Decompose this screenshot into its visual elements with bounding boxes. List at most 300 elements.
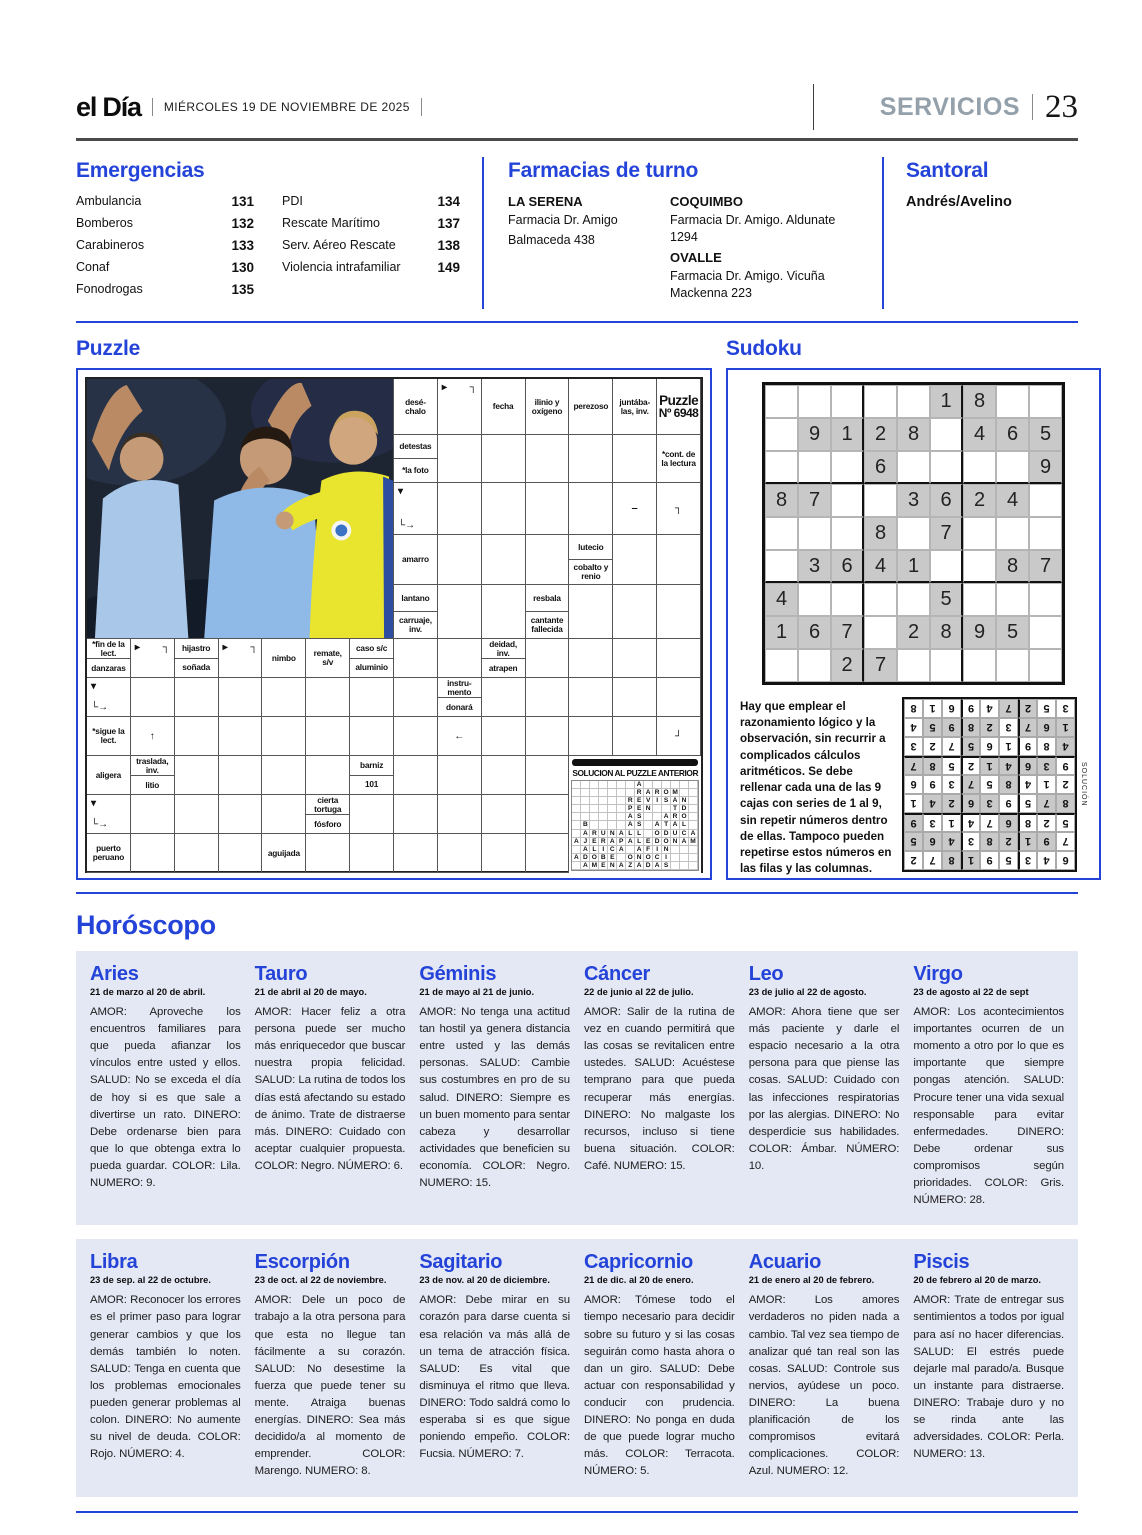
solution-letter-cell <box>680 789 689 797</box>
crossword-cell[interactable] <box>613 639 657 678</box>
sudoku-cell[interactable] <box>897 649 930 682</box>
horoscope-sign-text: AMOR: Tómese todo el tiempo necesario para decidir sobre su futuro y si las cosas seguirán como hasta ahora o dan un giro. SALUD: Debe actuar con responsabilidad y conducir con prudencia. DINERO: No ponga en duda de que puede lograr mucho más. COLOR: Terracota. NÚMERO: 5. <box>584 1294 735 1478</box>
crossword-cell[interactable] <box>438 795 482 834</box>
sudoku-cell: 4 <box>765 583 798 616</box>
sudoku-cell[interactable] <box>897 385 930 418</box>
sudoku-cell[interactable] <box>897 583 930 616</box>
crossword-cell[interactable] <box>569 678 613 717</box>
solution-letter-cell: T <box>671 805 680 813</box>
crossword-arrow-cell <box>131 639 175 678</box>
crossword-clue-text: instru-mento <box>438 678 481 698</box>
sudoku-cell[interactable] <box>930 550 963 583</box>
crossword-cell[interactable] <box>526 483 570 535</box>
crossword-cell[interactable] <box>394 639 438 678</box>
solution-letter-cell <box>671 862 680 870</box>
emergency-row <box>76 216 254 231</box>
solution-letter-cell <box>626 846 635 854</box>
sudoku-cell[interactable] <box>963 517 996 550</box>
solution-letter-cell <box>671 846 680 854</box>
emergency-row <box>282 216 460 231</box>
crossword-cell[interactable] <box>526 795 570 834</box>
sudoku-cell[interactable] <box>963 583 996 616</box>
crossword-cell[interactable] <box>306 717 350 756</box>
crossword-cell[interactable] <box>306 756 350 795</box>
arrow-icon: ┐ <box>250 642 258 653</box>
emergency-label: Violencia intrafamiliar <box>282 260 401 274</box>
sudoku-solution-cell: 1 <box>1056 718 1075 737</box>
top-info-row <box>76 157 1078 309</box>
arrow-icon: ┘ <box>675 730 683 742</box>
horoscope-card-capricornio <box>584 1251 735 1480</box>
crossword-cell[interactable] <box>482 795 526 834</box>
sudoku-cell[interactable] <box>963 451 996 484</box>
solution-letter-cell: A <box>581 846 590 854</box>
crossword-cell[interactable] <box>613 435 657 483</box>
crossword-cell[interactable] <box>131 678 175 717</box>
horoscope-sign-name: Leo <box>748 963 784 985</box>
crossword-cell[interactable] <box>262 717 306 756</box>
solution-letter-cell <box>590 805 599 813</box>
crossword-arrow-cell <box>87 795 131 834</box>
solution-letter-cell: L <box>626 830 635 838</box>
sudoku-solution-cell: 7 <box>904 756 923 775</box>
horoscope-card-leo <box>749 963 900 1209</box>
crossword-cell[interactable] <box>657 535 701 585</box>
crossword-cell[interactable] <box>175 717 219 756</box>
solution-letter-cell <box>689 862 698 870</box>
sudoku-cell[interactable] <box>831 451 864 484</box>
sudoku-solution-cell: 1 <box>923 699 942 718</box>
solution-letter-cell: E <box>599 862 608 870</box>
crossword-cell[interactable] <box>262 678 306 717</box>
solution-letter-cell: M <box>671 789 680 797</box>
sudoku-solution-cell: 5 <box>1018 794 1037 813</box>
solution-letter-cell <box>590 821 599 829</box>
crossword-clue-text: danzaras <box>91 662 126 673</box>
solution-letter-cell: D <box>680 805 689 813</box>
solution-letter-cell <box>572 862 581 870</box>
crossword-cell[interactable] <box>175 834 219 873</box>
crossword-cell[interactable] <box>569 435 613 483</box>
crossword-cell[interactable] <box>438 834 482 873</box>
horoscope-sign-dates: 21 de dic. al 20 de enero. <box>584 1275 694 1286</box>
emergency-row <box>76 194 254 209</box>
solution-letter-cell: A <box>671 821 680 829</box>
solution-letter-cell <box>590 781 599 789</box>
horoscope-card-aries <box>90 963 241 1209</box>
sudoku-solution-cell: 7 <box>942 737 961 756</box>
horoscope-sign-dates: 21 de enero al 20 de febrero. <box>748 1275 875 1286</box>
sudoku-solution-cell: 5 <box>980 775 999 794</box>
crossword-clue-text: caso s/c <box>350 639 393 659</box>
crossword-clue-cell <box>131 756 175 795</box>
sudoku-cell: 2 <box>831 649 864 682</box>
sudoku-cell[interactable] <box>765 517 798 550</box>
crossword-cell[interactable] <box>394 756 438 795</box>
solution-letter-cell: A <box>635 846 644 854</box>
sudoku-solution-cell: 9 <box>999 794 1018 813</box>
crossword-cell[interactable] <box>613 535 657 585</box>
solution-letter-cell <box>581 813 590 821</box>
crossword-cell[interactable] <box>350 795 394 834</box>
solution-letter-cell <box>599 789 608 797</box>
crossword-cell[interactable] <box>482 535 526 585</box>
sudoku-cell[interactable] <box>864 616 897 649</box>
horoscope-sign-text: AMOR: Reconocer los errores es el primer paso para lograr generar cambios y que los demás también lo noten. SALUD: Tenga en cuenta que los problemas emocionales pueden generar problemas al colon. DINERO: No aumente su nivel de deuda. COLOR: Rojo. NÚMERO: 4. <box>90 1294 241 1461</box>
sudoku-cell: 3 <box>897 484 930 517</box>
sudoku-solution-cell: 5 <box>1056 813 1075 832</box>
emergency-row <box>76 238 254 253</box>
crossword-arrow-cell <box>657 717 701 756</box>
emergency-number: 138 <box>437 238 460 253</box>
horoscope-sign-dates: 21 de mayo al 21 de junio. <box>419 987 535 997</box>
sudoku-solution-cell: 5 <box>904 832 923 851</box>
sudoku-solution-cell: 3 <box>904 737 923 756</box>
sudoku-cell[interactable] <box>1029 385 1062 418</box>
crossword-cell[interactable] <box>394 678 438 717</box>
pharmacy-column-1 <box>508 194 654 306</box>
sudoku-cell[interactable] <box>864 583 897 616</box>
crossword-clue-text: *fin de la lect. <box>87 639 130 659</box>
crossword-cell[interactable] <box>569 717 613 756</box>
crossword-clue-text: lutecio <box>569 535 612 560</box>
sudoku-cell[interactable] <box>831 583 864 616</box>
solution-letter-cell <box>689 854 698 862</box>
sudoku-cell[interactable] <box>765 418 798 451</box>
solution-letter-cell <box>644 821 653 829</box>
sudoku-cell[interactable] <box>798 385 831 418</box>
sudoku-cell[interactable] <box>996 583 1029 616</box>
crossword-cell[interactable] <box>526 535 570 585</box>
sudoku-solution-cell: 6 <box>942 699 961 718</box>
crossword-cell[interactable] <box>394 795 438 834</box>
pharmacy-entry <box>670 194 866 246</box>
horoscope-card-sagitario <box>419 1251 570 1480</box>
crossword-cell[interactable] <box>219 795 263 834</box>
crossword-clue-cell: amarro <box>394 535 438 585</box>
crossword-grid <box>85 377 703 873</box>
crossword-arrow-cell <box>219 639 263 678</box>
crossword-cell[interactable] <box>482 717 526 756</box>
pharmacies-title: Farmacias de turno <box>508 159 699 182</box>
sudoku-solution-cell: 8 <box>904 699 923 718</box>
sudoku-solution-cell: 6 <box>961 794 980 813</box>
crossword-cell[interactable] <box>526 756 570 795</box>
crossword-cell[interactable] <box>175 678 219 717</box>
sudoku-section <box>726 333 1101 880</box>
crossword-cell[interactable] <box>131 834 175 873</box>
sudoku-solution-block <box>902 697 1087 872</box>
solution-letter-cell: C <box>653 854 662 862</box>
crossword-cell[interactable] <box>526 435 570 483</box>
sudoku-cell: 8 <box>765 484 798 517</box>
sudoku-cell: 5 <box>930 583 963 616</box>
sudoku-solution-cell: 2 <box>923 737 942 756</box>
solution-letter-cell: A <box>581 830 590 838</box>
horoscope-sign-text: AMOR: Ahora tiene que ser más paciente y darle el espacio necesario a la otra persona para que piense las cosas. SALUD: Cuidado con las infecciones respiratorias por las alergias. DINERO: No desperdicie sus habilidades. COLOR: Ámbar. NÚMERO: 10. <box>748 1006 900 1172</box>
solution-letter-grid <box>571 780 699 871</box>
sudoku-solution-cell: 7 <box>999 699 1018 718</box>
soccer-players-photo <box>87 379 393 638</box>
solution-letter-cell: I <box>662 854 671 862</box>
sudoku-solution-cell: 3 <box>1056 699 1075 718</box>
sudoku-cell: 8 <box>930 616 963 649</box>
sudoku-cell: 4 <box>864 550 897 583</box>
solution-letter-cell <box>689 813 698 821</box>
crossword-cell[interactable] <box>482 585 526 639</box>
sudoku-cell[interactable] <box>798 517 831 550</box>
sudoku-solution-cell: 2 <box>1037 813 1056 832</box>
emergency-number: 130 <box>231 260 254 275</box>
crossword-clue-text: deidad, inv. <box>482 639 525 659</box>
crossword-cell[interactable] <box>306 834 350 873</box>
crossword-cell[interactable] <box>482 756 526 795</box>
emergency-label: Carabineros <box>76 238 145 252</box>
sudoku-solution-cell: 7 <box>1037 794 1056 813</box>
crossword-clue-cell: *cont. de la lectura <box>657 435 701 483</box>
emergency-column <box>76 194 254 304</box>
crossword-cell[interactable] <box>526 639 570 678</box>
sudoku-cell[interactable] <box>996 649 1029 682</box>
crossword-cell[interactable] <box>526 717 570 756</box>
sudoku-solution-cell: 2 <box>1056 775 1075 794</box>
pharmacy-entry <box>508 194 654 249</box>
sudoku-cell[interactable] <box>798 583 831 616</box>
sudoku-solution-cell: 5 <box>961 737 980 756</box>
arrow-icon: ▸ <box>134 642 140 653</box>
header-divider <box>152 98 153 116</box>
sudoku-cell[interactable] <box>831 484 864 517</box>
crossword-cell[interactable] <box>438 756 482 795</box>
horoscope-sign-name: Sagitario <box>419 1251 503 1274</box>
crossword-cell[interactable] <box>613 678 657 717</box>
crossword-clue-text: *la foto <box>402 465 429 476</box>
crossword-arrow-cell <box>613 483 657 535</box>
sudoku-solution-cell: 3 <box>999 718 1018 737</box>
horoscope-sign-dates: 20 de febrero al 20 de marzo. <box>913 1275 1041 1286</box>
solution-letter-cell <box>671 854 680 862</box>
sudoku-cell: 8 <box>996 550 1029 583</box>
horoscope-card-geminis <box>419 963 570 1209</box>
arrow-icon: ← <box>454 730 465 742</box>
sudoku-cell[interactable] <box>831 517 864 550</box>
solution-letter-cell: A <box>653 862 662 870</box>
crossword-cell[interactable] <box>438 483 482 535</box>
crossword-cell[interactable] <box>175 756 219 795</box>
sudoku-cell[interactable] <box>864 385 897 418</box>
crossword-clue-cell <box>350 756 394 795</box>
sudoku-solution-cell: 9 <box>980 851 999 870</box>
sudoku-cell[interactable] <box>765 385 798 418</box>
crossword-cell[interactable] <box>175 795 219 834</box>
crossword-cell[interactable] <box>438 435 482 483</box>
emergencies-title: Emergencias <box>76 159 205 182</box>
crossword-cell[interactable] <box>438 585 482 639</box>
crossword-cell[interactable] <box>569 585 613 639</box>
sudoku-cell: 8 <box>897 418 930 451</box>
sudoku-solution-cell: 6 <box>1056 851 1075 870</box>
sudoku-cell[interactable] <box>831 385 864 418</box>
crossword-clue-text: barniz <box>350 756 393 776</box>
horoscope-sign-dates: 23 de agosto al 22 de sept <box>913 987 1029 997</box>
solution-letter-cell: S <box>662 797 671 805</box>
solution-letter-cell: E <box>608 854 617 862</box>
arrow-icon: ▾ <box>91 798 97 809</box>
solution-letter-cell: A <box>680 838 689 846</box>
sudoku-solution-cell: 4 <box>904 718 923 737</box>
sudoku-cell[interactable] <box>1029 583 1062 616</box>
crossword-cell[interactable] <box>219 756 263 795</box>
page-header <box>76 84 1078 130</box>
solution-letter-cell <box>572 789 581 797</box>
crossword-arrow-cell <box>438 717 482 756</box>
sudoku-instructions: Hay que emplear el razonamiento lógico y la observación, sin recurrir a complicados cálculos aritméticos. Se debe rellenar cada una de las 9 cajas con series de 1 al 9, sin repetir números dentro de ellas. Tampoco pueden repetirse estos números en las filas y las columnas. <box>740 700 892 876</box>
horoscope-band-2 <box>76 1239 1078 1496</box>
crossword-cell[interactable] <box>219 678 263 717</box>
crossword-section <box>76 333 712 880</box>
crossword-cell[interactable] <box>613 585 657 639</box>
crossword-cell[interactable] <box>526 678 570 717</box>
crossword-cell[interactable] <box>526 834 570 873</box>
sudoku-solution-cell: 1 <box>980 756 999 775</box>
sudoku-cell[interactable] <box>765 451 798 484</box>
crossword-clue-text: cobalto y renio <box>573 562 609 581</box>
crossword-cell[interactable] <box>569 639 613 678</box>
solution-letter-cell <box>626 781 635 789</box>
sudoku-cell[interactable] <box>996 517 1029 550</box>
solution-letter-cell <box>608 789 617 797</box>
crossword-cell[interactable] <box>394 717 438 756</box>
crossword-cell[interactable] <box>262 756 306 795</box>
crossword-clue-cell <box>87 639 131 678</box>
newspaper-logo: el Día <box>76 91 141 122</box>
solution-letter-cell <box>689 789 698 797</box>
sudoku-cell[interactable] <box>1029 484 1062 517</box>
solution-header-bar <box>572 759 698 766</box>
crossword-clue-text: hijastro <box>175 639 218 659</box>
crossword-clue-text: traslada, inv. <box>131 756 174 776</box>
crossword-clue-cell <box>394 435 438 483</box>
crossword-cell[interactable] <box>657 585 701 639</box>
sudoku-cell[interactable] <box>996 451 1029 484</box>
sudoku-cell[interactable] <box>930 418 963 451</box>
solution-letter-cell: E <box>635 797 644 805</box>
puzzle-number-label: Puzzle <box>659 392 699 408</box>
crossword-cell[interactable] <box>394 834 438 873</box>
sudoku-solution-cell: 6 <box>980 737 999 756</box>
sudoku-cell[interactable] <box>1029 649 1062 682</box>
crossword-cell[interactable] <box>262 795 306 834</box>
sudoku-cell[interactable] <box>765 550 798 583</box>
arrow-icon: ↑ <box>149 730 155 742</box>
crossword-arrow-cell <box>131 717 175 756</box>
solution-letter-cell <box>644 830 653 838</box>
crossword-cell[interactable] <box>482 678 526 717</box>
sudoku-cell[interactable] <box>897 517 930 550</box>
sudoku-cell[interactable] <box>765 649 798 682</box>
sudoku-cell[interactable] <box>864 484 897 517</box>
solution-letter-cell <box>590 797 599 805</box>
sudoku-cell: 6 <box>798 616 831 649</box>
crossword-cell[interactable] <box>613 717 657 756</box>
solution-title: SOLUCION AL PUZZLE ANTERIOR <box>572 768 699 778</box>
emergency-label: Bomberos <box>76 216 133 230</box>
sudoku-solution-cell: 4 <box>1018 775 1037 794</box>
sudoku-cell[interactable] <box>1029 616 1062 649</box>
crossword-clue-cell: aguijada <box>262 834 306 873</box>
crossword-cell[interactable] <box>657 639 701 678</box>
crossword-cell[interactable] <box>350 717 394 756</box>
emergency-label: Conaf <box>76 260 110 274</box>
sudoku-cell[interactable] <box>963 649 996 682</box>
crossword-arrow-cell <box>657 483 701 535</box>
horoscope-card-tauro <box>255 963 406 1209</box>
crossword-cell[interactable] <box>219 717 263 756</box>
horoscope-card-libra <box>90 1251 241 1480</box>
crossword-clue-text: lantano <box>394 585 437 612</box>
crossword-cell[interactable] <box>219 834 263 873</box>
crossword-cell[interactable] <box>482 435 526 483</box>
sudoku-cell[interactable] <box>963 550 996 583</box>
crossword-cell[interactable] <box>350 834 394 873</box>
crossword-clue-cell: juntába-las, inv. <box>613 379 657 435</box>
pharmacy-line: Farmacia Dr. Amigo. Vicuña Mackenna 223 <box>670 268 825 300</box>
crossword-clue-text: litio <box>145 779 160 790</box>
solution-letter-cell <box>581 789 590 797</box>
sudoku-cell[interactable] <box>930 649 963 682</box>
crossword-cell[interactable] <box>306 678 350 717</box>
sudoku-solution-cell: 8 <box>923 756 942 775</box>
crossword-clue-cell <box>175 639 219 678</box>
solution-letter-cell: A <box>635 862 644 870</box>
sudoku-solution-cell: 2 <box>904 851 923 870</box>
sudoku-cell: 2 <box>963 484 996 517</box>
sudoku-cell[interactable] <box>897 451 930 484</box>
solution-letter-cell <box>617 789 626 797</box>
sudoku-cell: 3 <box>798 550 831 583</box>
horoscope-sign-text: AMOR: Trate de entregar sus sentimientos a todos por igual para así no hacer diferencias. SALUD: El estrés puede dejarle mal parado/a. Busque un instante para distraerse. DINERO: Trabaje duro y no se rinda ante las adversidades. COLOR: Perla. NUMERO: 13. <box>913 1294 1065 1461</box>
crossword-cell[interactable] <box>482 834 526 873</box>
solution-letter-cell <box>680 854 689 862</box>
crossword-cell[interactable] <box>438 535 482 585</box>
crossword-cell[interactable] <box>438 639 482 678</box>
solution-letter-cell <box>581 781 590 789</box>
crossword-cell[interactable] <box>482 483 526 535</box>
horoscope-sign-name: Aries <box>90 963 139 985</box>
solution-letter-cell: N <box>608 830 617 838</box>
solution-letter-cell: R <box>626 797 635 805</box>
crossword-cell[interactable] <box>569 483 613 535</box>
sudoku-cell[interactable] <box>930 451 963 484</box>
sudoku-solution-cell: 2 <box>999 832 1018 851</box>
horoscope-sign-name: Cáncer <box>584 963 651 985</box>
crossword-cell[interactable] <box>350 678 394 717</box>
sudoku-solution-cell: 1 <box>942 813 961 832</box>
sudoku-grid <box>762 382 1065 685</box>
header-vertical-divider <box>813 84 814 130</box>
solution-letter-cell <box>572 830 581 838</box>
crossword-cell[interactable] <box>657 678 701 717</box>
crossword-cell[interactable] <box>131 795 175 834</box>
solution-letter-cell: N <box>662 846 671 854</box>
crossword-arrow-cell <box>438 379 482 435</box>
sudoku-cell[interactable] <box>798 649 831 682</box>
sudoku-cell[interactable] <box>798 451 831 484</box>
solution-letter-cell: T <box>662 821 671 829</box>
sudoku-cell[interactable] <box>1029 517 1062 550</box>
sudoku-cell[interactable] <box>996 385 1029 418</box>
crossword-clue-cell: puerto peruano <box>87 834 131 873</box>
